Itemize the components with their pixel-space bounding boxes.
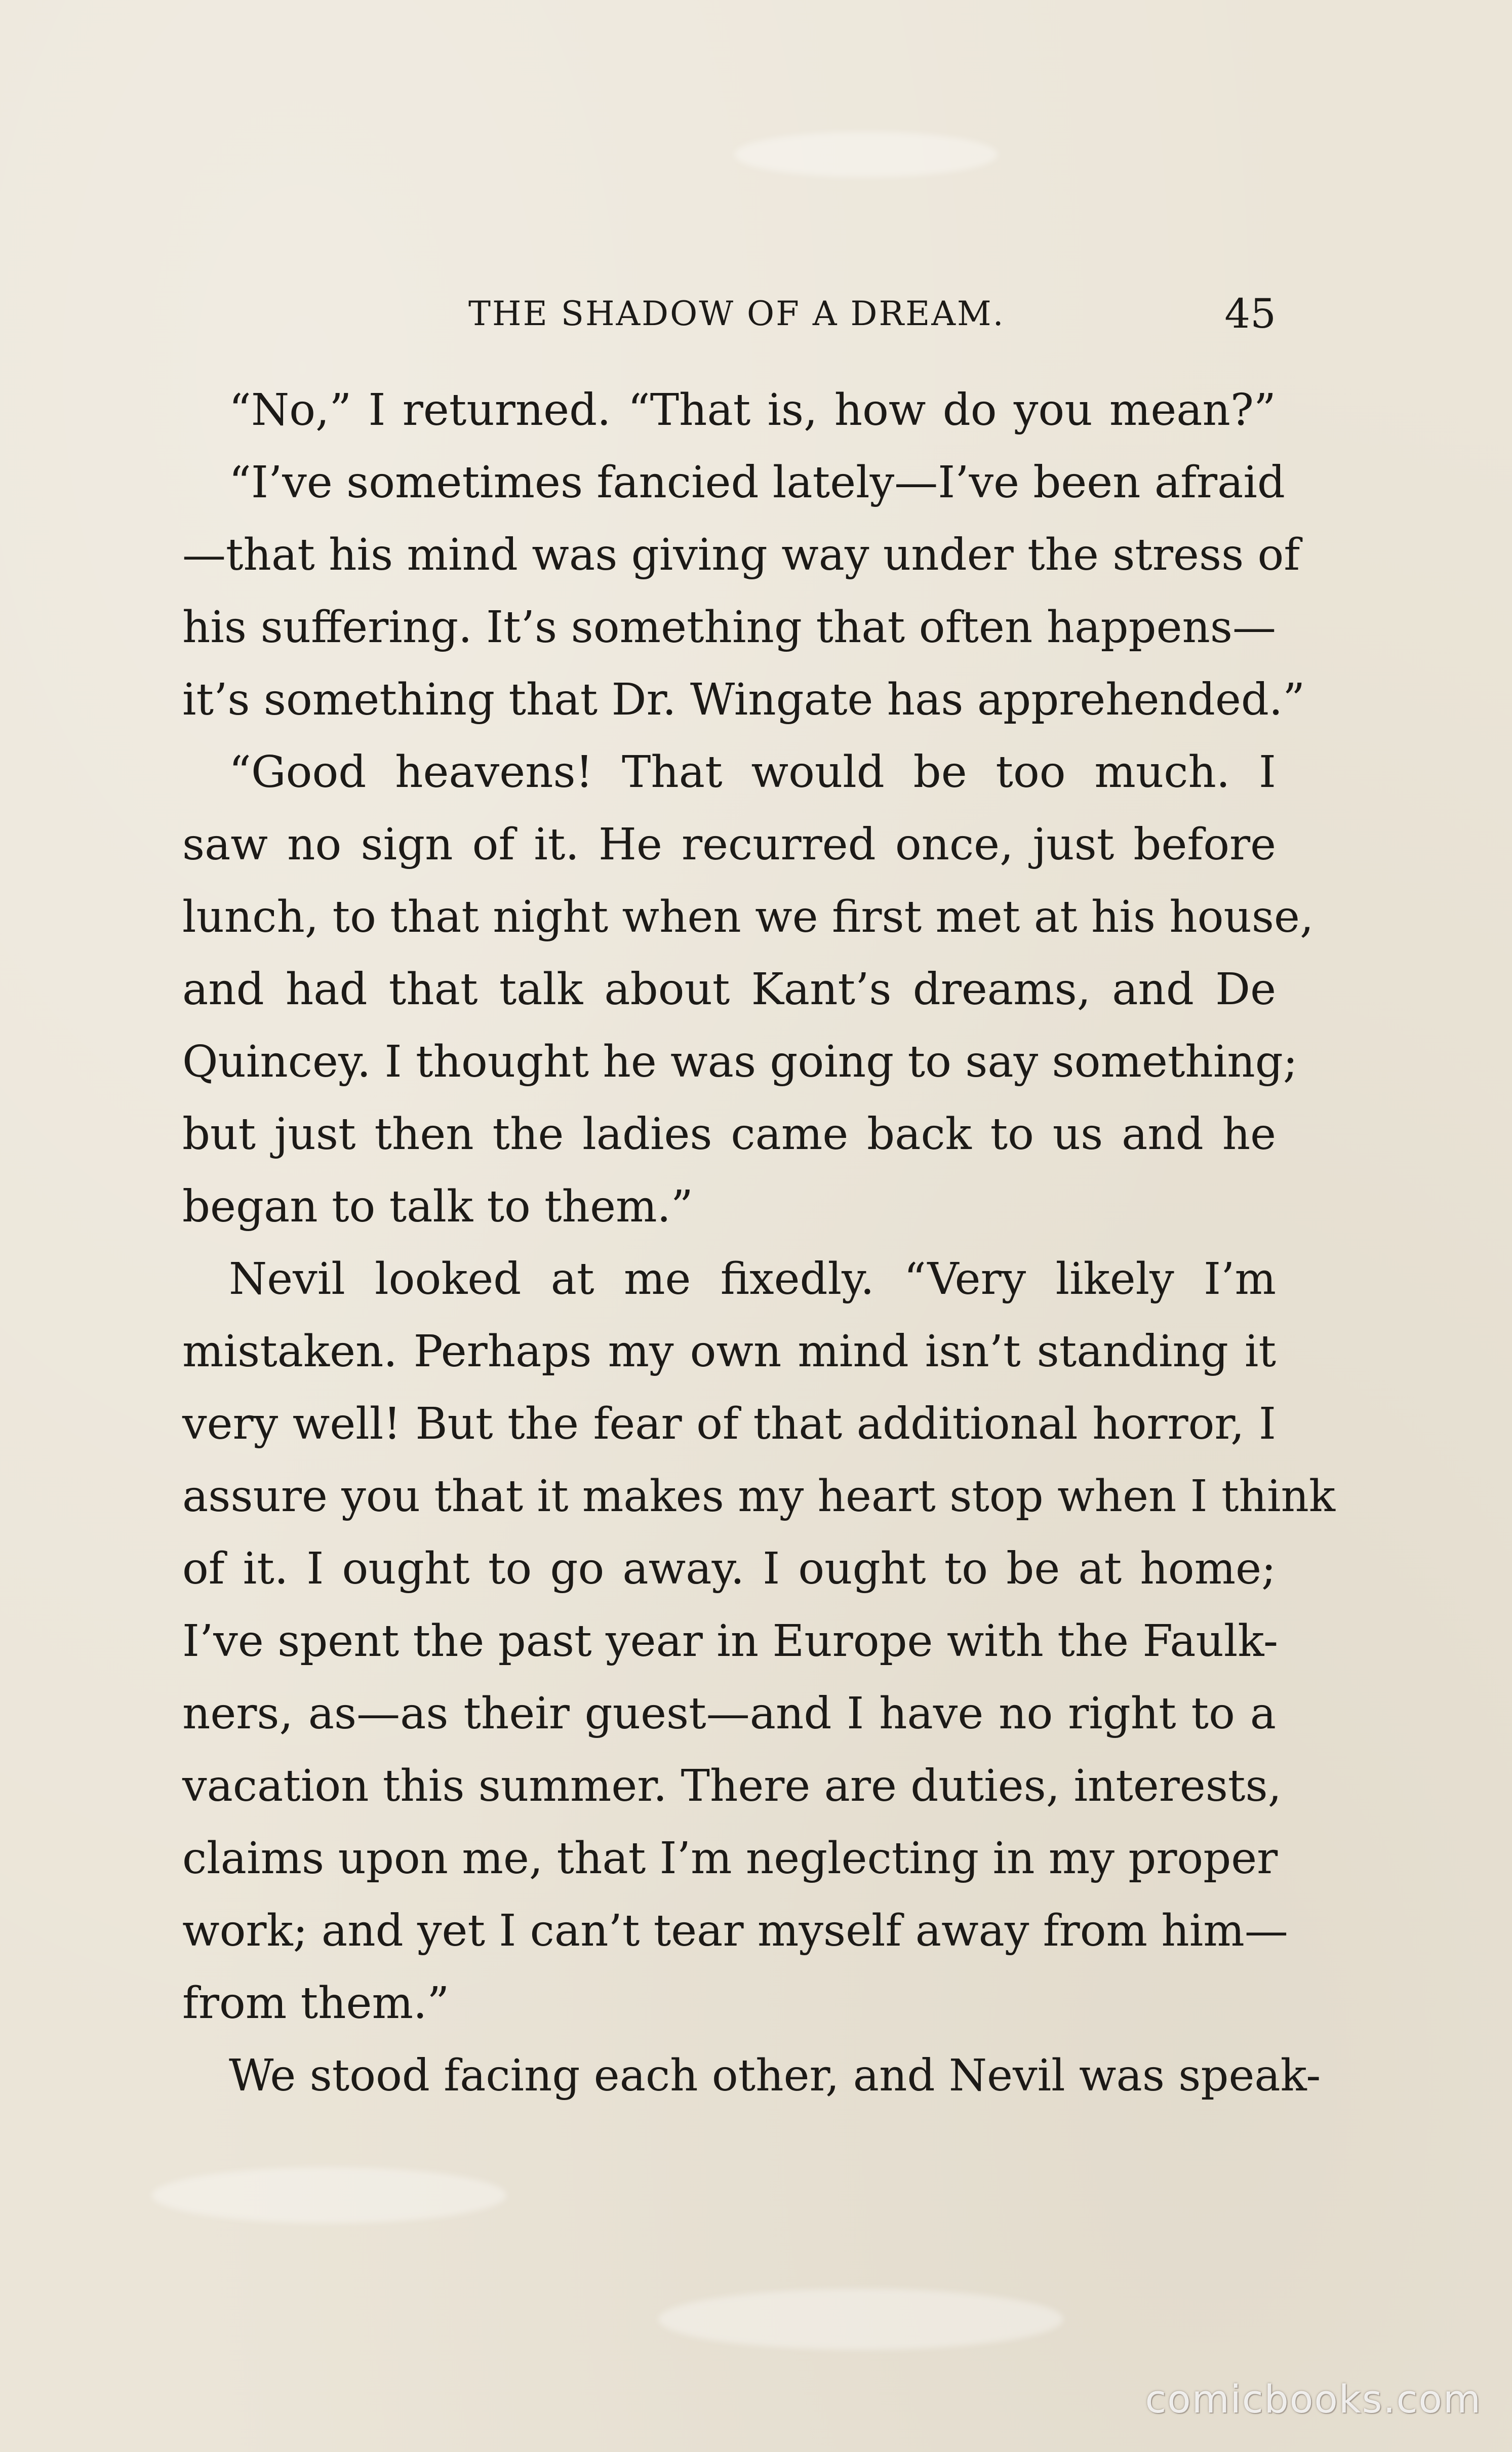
text-line: “No,” I returned. “That is, how do you mean?” (229, 385, 1276, 436)
page-number: 45 (1224, 290, 1276, 337)
text-line: ners, as—as their guest—and I have no right to a (182, 1688, 1276, 1739)
running-title: THE SHADOW OF A DREAM. (468, 294, 1005, 333)
text-line: Quincey. I thought he was going to say something; (182, 1037, 1298, 1087)
watermark: comicbooks.com (1145, 2377, 1482, 2422)
paper-smudge (658, 2289, 1063, 2350)
text-line: Nevil looked at me fixedly. “Very likely I’m (229, 1254, 1276, 1304)
text-line: —that his mind was giving way under the stress of (182, 530, 1300, 580)
text-line: I’ve spent the past year in Europe with the Faulk- (182, 1616, 1279, 1667)
text-line: work; and yet I can’t tear myself away from him— (182, 1906, 1288, 1956)
text-line: from them.” (182, 1978, 450, 2029)
text-line: lunch, to that night when we first met at his house, (182, 892, 1314, 942)
text-line: We stood facing each other, and Nevil was speak- (229, 2050, 1321, 2101)
text-line: mistaken. Perhaps my own mind isn’t standing it (182, 1326, 1276, 1377)
paper-smudge (152, 2167, 506, 2223)
text-line: claims upon me, that I’m neglecting in my proper (182, 1833, 1278, 1884)
text-line: very well! But the fear of that additional horror, I (182, 1399, 1276, 1449)
text-line: his suffering. It’s something that often happens— (182, 602, 1276, 653)
paper-smudge (734, 132, 998, 177)
text-line: vacation this summer. There are duties, interests, (182, 1761, 1282, 1811)
text-line: “I’ve sometimes fancied lately—I’ve been afraid (229, 457, 1285, 508)
running-head (182, 289, 1276, 339)
text-line: saw no sign of it. He recurred once, just before (182, 819, 1276, 870)
text-line: it’s something that Dr. Wingate has apprehended.” (182, 675, 1305, 725)
text-line: of it. I ought to go away. I ought to be at home; (182, 1544, 1276, 1594)
body-text (182, 380, 1335, 2118)
text-line: but just then the ladies came back to us and he (182, 1109, 1276, 1160)
text-line: “Good heavens! That would be too much. I (229, 747, 1276, 798)
text-line: assure you that it makes my heart stop when I think (182, 1471, 1335, 1522)
text-line: began to talk to them.” (182, 1181, 693, 1232)
text-line: and had that talk about Kant’s dreams, and De (182, 964, 1276, 1015)
